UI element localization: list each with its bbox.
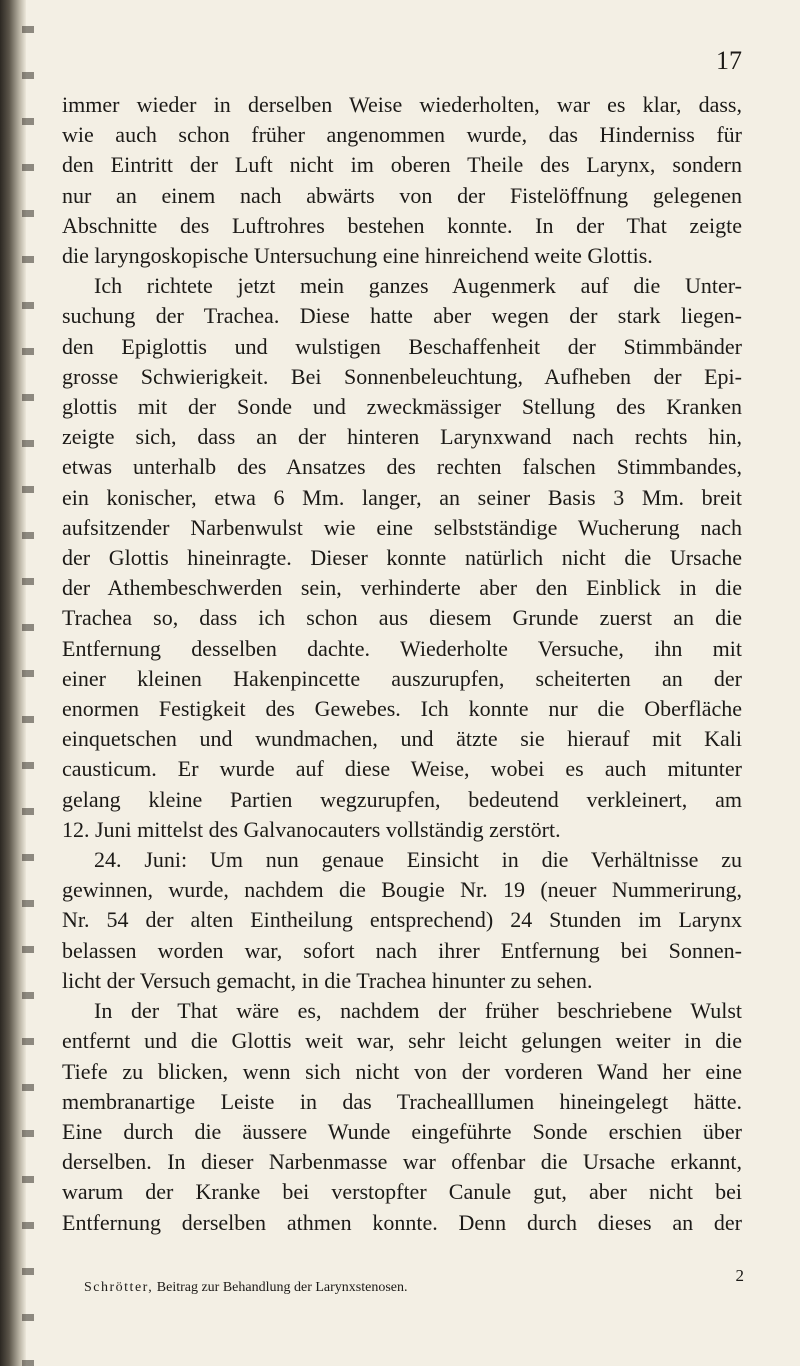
text-line: aufsitzender Narbenwulst wie eine selbstständige Wucherung nach bbox=[62, 514, 742, 540]
text-line: Entfernung derselben athmen konnte. Denn durch dieses an der bbox=[62, 1209, 742, 1235]
text-line: enormen Festigkeit des Gewebes. Ich konnte nur die Oberfläche bbox=[62, 696, 742, 722]
text-line: belassen worden war, sofort nach ihrer Entfernung bei Sonnen- bbox=[62, 937, 742, 963]
text-line: Abschnitte des Luftrohres bestehen konnte. In der That zeigte bbox=[62, 212, 742, 238]
text-line: die laryngoskopische Untersuchung eine hinreichend weite Glottis. bbox=[62, 243, 653, 269]
text-line: Trachea so, dass ich schon aus diesem Grunde zuerst an die bbox=[62, 605, 742, 631]
text-line: warum der Kranke bei verstopfter Canule gut, aber nicht bei bbox=[62, 1179, 742, 1205]
text-line: der Glottis hineinragte. Dieser konnte natürlich nicht die Ursache bbox=[62, 545, 742, 571]
text-line: gewinnen, wurde, nachdem die Bougie Nr. 19 (neuer Nummerirung, bbox=[62, 877, 742, 903]
text-line: den Eintritt der Luft nicht im oberen Theile des Larynx, sondern bbox=[62, 152, 742, 178]
text-line: grosse Schwierigkeit. Bei Sonnenbeleuchtung, Aufheben der Epi- bbox=[62, 363, 742, 389]
text-line: entfernt und die Glottis weit war, sehr leicht gelungen weiter in die bbox=[62, 1028, 742, 1054]
text-line: zeigte sich, dass an der hinteren Larynxwand nach rechts hin, bbox=[62, 424, 742, 450]
text-line: Tiefe zu blicken, wenn sich nicht von der vorderen Wand her eine bbox=[62, 1058, 742, 1084]
text-line: einer kleinen Hakenpincette auszurupfen, scheiterten an der bbox=[62, 665, 742, 691]
text-line: etwas unterhalb des Ansatzes des rechten falschen Stimmbandes, bbox=[62, 454, 742, 480]
text-line: der Athembeschwerden sein, verhinderte aber den Einblick in die bbox=[62, 575, 742, 601]
text-line: causticum. Er wurde auf diese Weise, wobei es auch mitunter bbox=[62, 756, 742, 782]
signature-mark: 2 bbox=[735, 1266, 744, 1285]
text-line: Nr. 54 der alten Eintheilung entsprechend) 24 Stunden im Larynx bbox=[62, 907, 742, 933]
footer-title: Beitrag zur Behandlung der Larynxstenosen. bbox=[156, 1280, 408, 1295]
text-line: Entfernung desselben dachte. Wiederholte Versuche, ihn mit bbox=[62, 635, 742, 661]
text-line: In der That wäre es, nachdem der früher beschriebene Wulst bbox=[94, 998, 742, 1024]
text-line: membranartige Leiste in das Trachealllumen hineingelegt hätte. bbox=[62, 1088, 742, 1114]
text-line: immer wieder in derselben Weise wiederholten, war es klar, dass, bbox=[62, 92, 742, 117]
text-line: 12. Juni mittelst des Galvanocauters vollständig zerstört. bbox=[62, 816, 561, 842]
footer-author: Schrötter, bbox=[84, 1280, 154, 1295]
text-line: den Epiglottis und wulstigen Beschaffenheit der Stimmbänder bbox=[62, 333, 742, 359]
text-line: suchung der Trachea. Diese hatte aber wegen der stark liegen- bbox=[62, 303, 742, 329]
page-number: 17 bbox=[716, 46, 742, 75]
text-line: glottis mit der Sonde und zweckmässiger Stellung des Kranken bbox=[62, 394, 742, 420]
text-line: 24. Juni: Um nun genaue Einsicht in die Verhältnisse zu bbox=[94, 847, 742, 873]
text-line: ein konischer, etwa 6 Mm. langer, an seiner Basis 3 Mm. breit bbox=[62, 484, 742, 510]
text-line: wie auch schon früher angenommen wurde, das Hinderniss für bbox=[62, 122, 742, 148]
text-line: Eine durch die äussere Wunde eingeführte Sonde erschien über bbox=[62, 1118, 742, 1144]
footer-citation bbox=[84, 1280, 408, 1296]
text-line: licht der Versuch gemacht, in die Trachea hinunter zu sehen. bbox=[62, 967, 593, 993]
text-line: derselben. In dieser Narbenmasse war offenbar die Ursache erkannt, bbox=[62, 1149, 742, 1175]
text-line: nur an einem nach abwärts von der Fistelöffnung gelegenen bbox=[62, 182, 742, 208]
binding-stitches bbox=[22, 0, 34, 1366]
page-footer bbox=[84, 1266, 744, 1296]
body-text bbox=[62, 90, 742, 1238]
text-line: gelang kleine Partien wegzurupfen, bedeutend verkleinert, am bbox=[62, 786, 742, 812]
text-line: einquetschen und wundmachen, und ätzte sie hierauf mit Kali bbox=[62, 726, 742, 752]
text-line: Ich richtete jetzt mein ganzes Augenmerk auf die Unter- bbox=[94, 273, 742, 299]
